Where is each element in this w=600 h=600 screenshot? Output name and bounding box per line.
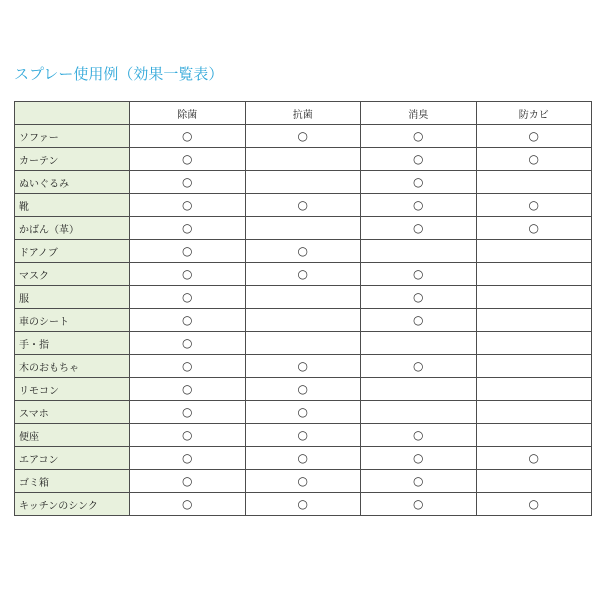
- effect-mark-cell: ○: [361, 355, 477, 378]
- row-label: 便座: [15, 424, 130, 447]
- empty-cell: [245, 217, 361, 240]
- effect-mark-cell: ○: [361, 286, 477, 309]
- table-row: [15, 148, 592, 171]
- effect-mark-cell: ○: [361, 424, 477, 447]
- effect-mark-cell: ○: [245, 470, 361, 493]
- row-label: かばん（革）: [15, 217, 130, 240]
- empty-cell: [476, 171, 592, 194]
- row-label: ソファー: [15, 125, 130, 148]
- empty-cell: [476, 332, 592, 355]
- empty-cell: [245, 171, 361, 194]
- table-row: [15, 424, 592, 447]
- table-row: [15, 125, 592, 148]
- table-row: [15, 470, 592, 493]
- empty-cell: [245, 286, 361, 309]
- empty-cell: [476, 424, 592, 447]
- effect-mark-cell: ○: [130, 125, 246, 148]
- effect-mark-cell: ○: [130, 194, 246, 217]
- empty-cell: [476, 263, 592, 286]
- row-label: ぬいぐるみ: [15, 171, 130, 194]
- empty-cell: [361, 401, 477, 424]
- column-header: 防カビ: [476, 102, 592, 125]
- effect-mark-cell: ○: [361, 148, 477, 171]
- row-label: 靴: [15, 194, 130, 217]
- effect-mark-cell: ○: [130, 240, 246, 263]
- row-label: エアコン: [15, 447, 130, 470]
- row-label: スマホ: [15, 401, 130, 424]
- empty-cell: [245, 332, 361, 355]
- effects-table: [14, 101, 592, 516]
- empty-cell: [245, 148, 361, 171]
- page-title: スプレー使用例（効果一覧表）: [14, 65, 224, 83]
- effect-mark-cell: ○: [245, 240, 361, 263]
- row-label: 服: [15, 286, 130, 309]
- effect-mark-cell: ○: [245, 378, 361, 401]
- effect-mark-cell: ○: [130, 309, 246, 332]
- empty-cell: [476, 240, 592, 263]
- effect-mark-cell: ○: [245, 424, 361, 447]
- table-row: [15, 263, 592, 286]
- effect-mark-cell: ○: [476, 217, 592, 240]
- row-label: 木のおもちゃ: [15, 355, 130, 378]
- effect-mark-cell: ○: [361, 470, 477, 493]
- row-label: マスク: [15, 263, 130, 286]
- corner-cell: [15, 102, 130, 125]
- effect-mark-cell: ○: [130, 378, 246, 401]
- table-row: [15, 217, 592, 240]
- effect-mark-cell: ○: [361, 309, 477, 332]
- effect-mark-cell: ○: [361, 194, 477, 217]
- row-label: キッチンのシンク: [15, 493, 130, 516]
- effect-mark-cell: ○: [130, 401, 246, 424]
- effect-mark-cell: ○: [361, 263, 477, 286]
- row-label: 手・指: [15, 332, 130, 355]
- column-header: 抗菌: [245, 102, 361, 125]
- effect-mark-cell: ○: [245, 263, 361, 286]
- effect-mark-cell: ○: [130, 332, 246, 355]
- table-row: [15, 401, 592, 424]
- empty-cell: [476, 355, 592, 378]
- column-header: 消臭: [361, 102, 477, 125]
- empty-cell: [245, 309, 361, 332]
- table-row: [15, 378, 592, 401]
- table-row: [15, 240, 592, 263]
- empty-cell: [476, 401, 592, 424]
- empty-cell: [476, 470, 592, 493]
- effect-mark-cell: ○: [130, 171, 246, 194]
- table-row: [15, 493, 592, 516]
- table-row: [15, 447, 592, 470]
- effect-mark-cell: ○: [361, 217, 477, 240]
- effect-mark-cell: ○: [361, 447, 477, 470]
- header-row: [15, 102, 592, 125]
- effect-mark-cell: ○: [476, 125, 592, 148]
- table-row: [15, 194, 592, 217]
- effect-mark-cell: ○: [361, 493, 477, 516]
- row-label: カーテン: [15, 148, 130, 171]
- effect-mark-cell: ○: [361, 171, 477, 194]
- row-label: リモコン: [15, 378, 130, 401]
- effect-mark-cell: ○: [245, 447, 361, 470]
- effect-mark-cell: ○: [130, 263, 246, 286]
- empty-cell: [361, 240, 477, 263]
- table-row: [15, 171, 592, 194]
- effect-mark-cell: ○: [130, 355, 246, 378]
- table-body: [15, 125, 592, 516]
- empty-cell: [361, 332, 477, 355]
- empty-cell: [361, 378, 477, 401]
- effect-mark-cell: ○: [245, 194, 361, 217]
- row-label: 車のシート: [15, 309, 130, 332]
- effect-mark-cell: ○: [245, 355, 361, 378]
- effect-mark-cell: ○: [245, 125, 361, 148]
- effect-mark-cell: ○: [245, 493, 361, 516]
- effect-mark-cell: ○: [130, 424, 246, 447]
- effect-mark-cell: ○: [476, 148, 592, 171]
- effect-mark-cell: ○: [361, 125, 477, 148]
- effect-mark-cell: ○: [130, 148, 246, 171]
- table-row: [15, 286, 592, 309]
- effect-mark-cell: ○: [245, 401, 361, 424]
- effect-mark-cell: ○: [476, 447, 592, 470]
- table-row: [15, 332, 592, 355]
- row-label: ドアノブ: [15, 240, 130, 263]
- table-row: [15, 309, 592, 332]
- effect-mark-cell: ○: [130, 493, 246, 516]
- effect-mark-cell: ○: [476, 194, 592, 217]
- effect-mark-cell: ○: [130, 217, 246, 240]
- column-header: 除菌: [130, 102, 246, 125]
- effect-mark-cell: ○: [130, 470, 246, 493]
- effect-mark-cell: ○: [476, 493, 592, 516]
- effect-mark-cell: ○: [130, 286, 246, 309]
- effect-mark-cell: ○: [130, 447, 246, 470]
- empty-cell: [476, 378, 592, 401]
- empty-cell: [476, 309, 592, 332]
- empty-cell: [476, 286, 592, 309]
- table-row: [15, 355, 592, 378]
- row-label: ゴミ箱: [15, 470, 130, 493]
